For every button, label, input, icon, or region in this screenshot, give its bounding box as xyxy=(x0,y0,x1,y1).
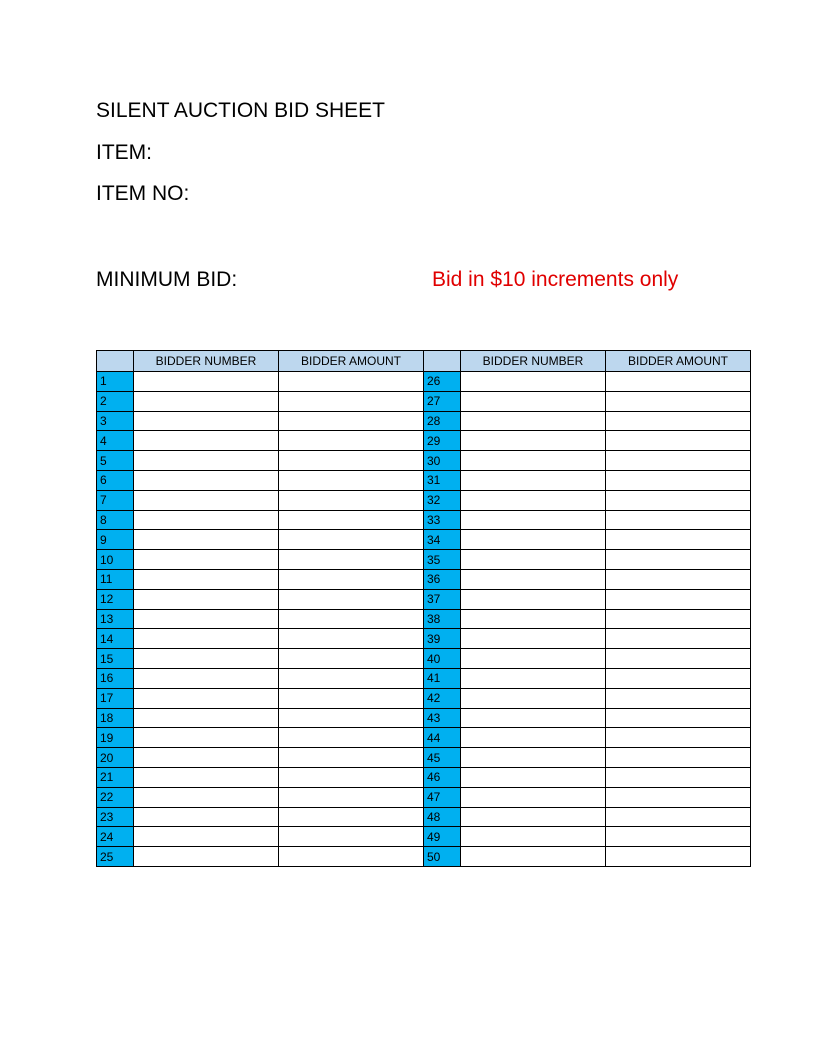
bidder-number-cell-right[interactable] xyxy=(461,372,606,392)
bidder-number-cell-right[interactable] xyxy=(461,767,606,787)
bidder-number-cell-left[interactable] xyxy=(134,372,279,392)
bidder-number-cell-right[interactable] xyxy=(461,411,606,431)
row-number-right: 44 xyxy=(424,728,461,748)
column-header-number-right xyxy=(424,351,461,372)
bidder-number-cell-right[interactable] xyxy=(461,827,606,847)
row-number-right: 43 xyxy=(424,708,461,728)
bidder-number-cell-right[interactable] xyxy=(461,431,606,451)
bidder-number-cell-right[interactable] xyxy=(461,629,606,649)
bidder-number-cell-left[interactable] xyxy=(134,728,279,748)
table-row xyxy=(97,787,751,807)
bidder-number-cell-left[interactable] xyxy=(134,787,279,807)
bidder-number-cell-right[interactable] xyxy=(461,530,606,550)
bidder-amount-cell-right[interactable] xyxy=(606,372,751,392)
bidder-number-cell-right[interactable] xyxy=(461,609,606,629)
bidder-amount-cell-left[interactable] xyxy=(279,589,424,609)
increment-note: Bid in $10 increments only xyxy=(432,268,679,291)
bidder-amount-cell-left[interactable] xyxy=(279,668,424,688)
minimum-bid-label: MINIMUM BID: xyxy=(96,268,238,291)
bid-table xyxy=(96,350,751,867)
bidder-amount-cell-right[interactable] xyxy=(606,550,751,570)
bidder-number-cell-left[interactable] xyxy=(134,629,279,649)
table-row xyxy=(97,688,751,708)
bidder-number-cell-right[interactable] xyxy=(461,451,606,471)
row-number-left: 13 xyxy=(97,609,134,629)
bidder-number-cell-right[interactable] xyxy=(461,807,606,827)
table-row xyxy=(97,609,751,629)
bidder-number-cell-right[interactable] xyxy=(461,391,606,411)
sheet-title: SILENT AUCTION BID SHEET xyxy=(96,99,386,122)
bidder-amount-cell-left[interactable] xyxy=(279,847,424,867)
bidder-amount-cell-right[interactable] xyxy=(606,431,751,451)
row-number-right: 49 xyxy=(424,827,461,847)
row-number-left: 1 xyxy=(97,372,134,392)
row-number-right: 30 xyxy=(424,451,461,471)
bidder-amount-cell-left[interactable] xyxy=(279,550,424,570)
bidder-amount-cell-left[interactable] xyxy=(279,451,424,471)
row-number-right: 47 xyxy=(424,787,461,807)
bidder-number-cell-left[interactable] xyxy=(134,589,279,609)
row-number-left: 21 xyxy=(97,767,134,787)
bidder-number-cell-left[interactable] xyxy=(134,569,279,589)
item-label: ITEM: xyxy=(96,141,152,164)
bidder-number-cell-right[interactable] xyxy=(461,550,606,570)
bidder-amount-cell-right[interactable] xyxy=(606,530,751,550)
row-number-right: 41 xyxy=(424,668,461,688)
table-row xyxy=(97,767,751,787)
bidder-number-cell-left[interactable] xyxy=(134,807,279,827)
bidder-amount-cell-left[interactable] xyxy=(279,787,424,807)
bidder-number-cell-right[interactable] xyxy=(461,589,606,609)
row-number-left: 23 xyxy=(97,807,134,827)
bidder-amount-cell-right[interactable] xyxy=(606,411,751,431)
bidder-number-cell-left[interactable] xyxy=(134,550,279,570)
bidder-number-cell-left[interactable] xyxy=(134,510,279,530)
bidder-number-cell-left[interactable] xyxy=(134,767,279,787)
bidder-number-cell-right[interactable] xyxy=(461,569,606,589)
row-number-left: 4 xyxy=(97,431,134,451)
table-row xyxy=(97,649,751,669)
bidder-amount-cell-right[interactable] xyxy=(606,827,751,847)
bidder-amount-cell-left[interactable] xyxy=(279,708,424,728)
bidder-amount-cell-right[interactable] xyxy=(606,728,751,748)
bidder-amount-cell-left[interactable] xyxy=(279,372,424,392)
row-number-left: 15 xyxy=(97,649,134,669)
bidder-amount-cell-left[interactable] xyxy=(279,629,424,649)
row-number-left: 18 xyxy=(97,708,134,728)
table-row xyxy=(97,589,751,609)
bidder-amount-cell-right[interactable] xyxy=(606,708,751,728)
column-header-number-left xyxy=(97,351,134,372)
row-number-left: 20 xyxy=(97,748,134,768)
bidder-amount-cell-left[interactable] xyxy=(279,530,424,550)
bidder-amount-cell-right[interactable] xyxy=(606,807,751,827)
row-number-left: 8 xyxy=(97,510,134,530)
bidder-number-cell-right[interactable] xyxy=(461,649,606,669)
bidder-amount-cell-left[interactable] xyxy=(279,827,424,847)
table-row xyxy=(97,728,751,748)
row-number-right: 31 xyxy=(424,470,461,490)
bidder-amount-cell-left[interactable] xyxy=(279,391,424,411)
table-row xyxy=(97,629,751,649)
bidder-amount-cell-right[interactable] xyxy=(606,470,751,490)
bidder-number-cell-left[interactable] xyxy=(134,451,279,471)
row-number-left: 2 xyxy=(97,391,134,411)
row-number-right: 29 xyxy=(424,431,461,451)
bidder-amount-cell-right[interactable] xyxy=(606,629,751,649)
bidder-amount-cell-right[interactable] xyxy=(606,569,751,589)
bidder-number-cell-left[interactable] xyxy=(134,470,279,490)
table-row xyxy=(97,569,751,589)
bidder-number-cell-left[interactable] xyxy=(134,530,279,550)
row-number-left: 22 xyxy=(97,787,134,807)
row-number-left: 5 xyxy=(97,451,134,471)
bidder-number-cell-left[interactable] xyxy=(134,847,279,867)
column-header-bidder-amount-right: BIDDER AMOUNT xyxy=(606,351,751,372)
bidder-amount-cell-left[interactable] xyxy=(279,411,424,431)
row-number-right: 35 xyxy=(424,550,461,570)
bidder-number-cell-left[interactable] xyxy=(134,649,279,669)
bidder-number-cell-left[interactable] xyxy=(134,431,279,451)
table-row xyxy=(97,470,751,490)
row-number-right: 36 xyxy=(424,569,461,589)
table-row xyxy=(97,668,751,688)
row-number-right: 40 xyxy=(424,649,461,669)
bidder-amount-cell-right[interactable] xyxy=(606,767,751,787)
row-number-right: 39 xyxy=(424,629,461,649)
row-number-left: 9 xyxy=(97,530,134,550)
bidder-amount-cell-left[interactable] xyxy=(279,767,424,787)
table-row xyxy=(97,391,751,411)
bidder-amount-cell-left[interactable] xyxy=(279,490,424,510)
bidder-amount-cell-left[interactable] xyxy=(279,649,424,669)
row-number-left: 17 xyxy=(97,688,134,708)
row-number-left: 6 xyxy=(97,470,134,490)
bidder-number-cell-left[interactable] xyxy=(134,490,279,510)
row-number-left: 12 xyxy=(97,589,134,609)
table-row xyxy=(97,510,751,530)
table-row xyxy=(97,847,751,867)
column-header-bidder-amount-left: BIDDER AMOUNT xyxy=(279,351,424,372)
row-number-left: 14 xyxy=(97,629,134,649)
bidder-number-cell-left[interactable] xyxy=(134,411,279,431)
row-number-right: 37 xyxy=(424,589,461,609)
row-number-right: 48 xyxy=(424,807,461,827)
bidder-amount-cell-left[interactable] xyxy=(279,748,424,768)
bidder-amount-cell-left[interactable] xyxy=(279,807,424,827)
column-header-bidder-number-left: BIDDER NUMBER xyxy=(134,351,279,372)
bidder-amount-cell-right[interactable] xyxy=(606,609,751,629)
row-number-right: 50 xyxy=(424,847,461,867)
bidder-amount-cell-right[interactable] xyxy=(606,748,751,768)
bidder-amount-cell-right[interactable] xyxy=(606,649,751,669)
table-row xyxy=(97,490,751,510)
bidder-number-cell-right[interactable] xyxy=(461,787,606,807)
bidder-amount-cell-right[interactable] xyxy=(606,589,751,609)
row-number-left: 10 xyxy=(97,550,134,570)
row-number-left: 25 xyxy=(97,847,134,867)
bidder-amount-cell-left[interactable] xyxy=(279,510,424,530)
bidder-number-cell-left[interactable] xyxy=(134,668,279,688)
bidder-number-cell-left[interactable] xyxy=(134,391,279,411)
bidder-number-cell-right[interactable] xyxy=(461,748,606,768)
row-number-right: 45 xyxy=(424,748,461,768)
table-row xyxy=(97,708,751,728)
bidder-amount-cell-left[interactable] xyxy=(279,688,424,708)
bidder-number-cell-left[interactable] xyxy=(134,688,279,708)
row-number-right: 42 xyxy=(424,688,461,708)
row-number-left: 3 xyxy=(97,411,134,431)
table-header-row xyxy=(97,351,751,372)
bidder-number-cell-right[interactable] xyxy=(461,470,606,490)
row-number-right: 28 xyxy=(424,411,461,431)
bidder-number-cell-right[interactable] xyxy=(461,668,606,688)
bidder-amount-cell-left[interactable] xyxy=(279,609,424,629)
table-row xyxy=(97,827,751,847)
table-row xyxy=(97,431,751,451)
bidder-number-cell-right[interactable] xyxy=(461,688,606,708)
item-number-label: ITEM NO: xyxy=(96,182,190,205)
row-number-right: 26 xyxy=(424,372,461,392)
bidder-number-cell-right[interactable] xyxy=(461,490,606,510)
bidder-number-cell-left[interactable] xyxy=(134,609,279,629)
row-number-right: 34 xyxy=(424,530,461,550)
table-row xyxy=(97,451,751,471)
bidder-number-cell-left[interactable] xyxy=(134,748,279,768)
table-row xyxy=(97,372,751,392)
bidder-amount-cell-left[interactable] xyxy=(279,728,424,748)
bidder-number-cell-left[interactable] xyxy=(134,708,279,728)
bidder-amount-cell-right[interactable] xyxy=(606,847,751,867)
table-row xyxy=(97,411,751,431)
row-number-left: 24 xyxy=(97,827,134,847)
table-row xyxy=(97,807,751,827)
row-number-left: 11 xyxy=(97,569,134,589)
bidder-amount-cell-left[interactable] xyxy=(279,569,424,589)
row-number-left: 19 xyxy=(97,728,134,748)
bidder-amount-cell-left[interactable] xyxy=(279,431,424,451)
row-number-right: 32 xyxy=(424,490,461,510)
bidder-number-cell-right[interactable] xyxy=(461,728,606,748)
column-header-bidder-number-right: BIDDER NUMBER xyxy=(461,351,606,372)
row-number-left: 16 xyxy=(97,668,134,688)
bidder-amount-cell-right[interactable] xyxy=(606,490,751,510)
bidder-number-cell-left[interactable] xyxy=(134,827,279,847)
bidder-amount-cell-right[interactable] xyxy=(606,510,751,530)
row-number-right: 38 xyxy=(424,609,461,629)
row-number-right: 33 xyxy=(424,510,461,530)
bidder-amount-cell-right[interactable] xyxy=(606,668,751,688)
row-number-right: 46 xyxy=(424,767,461,787)
bidder-number-cell-right[interactable] xyxy=(461,847,606,867)
bidder-amount-cell-right[interactable] xyxy=(606,688,751,708)
row-number-right: 27 xyxy=(424,391,461,411)
bidder-number-cell-right[interactable] xyxy=(461,708,606,728)
row-number-left: 7 xyxy=(97,490,134,510)
bidder-amount-cell-right[interactable] xyxy=(606,391,751,411)
bidder-number-cell-right[interactable] xyxy=(461,510,606,530)
bidder-amount-cell-left[interactable] xyxy=(279,470,424,490)
bidder-amount-cell-right[interactable] xyxy=(606,787,751,807)
table-row xyxy=(97,550,751,570)
table-row xyxy=(97,530,751,550)
table-row xyxy=(97,748,751,768)
bidder-amount-cell-right[interactable] xyxy=(606,451,751,471)
